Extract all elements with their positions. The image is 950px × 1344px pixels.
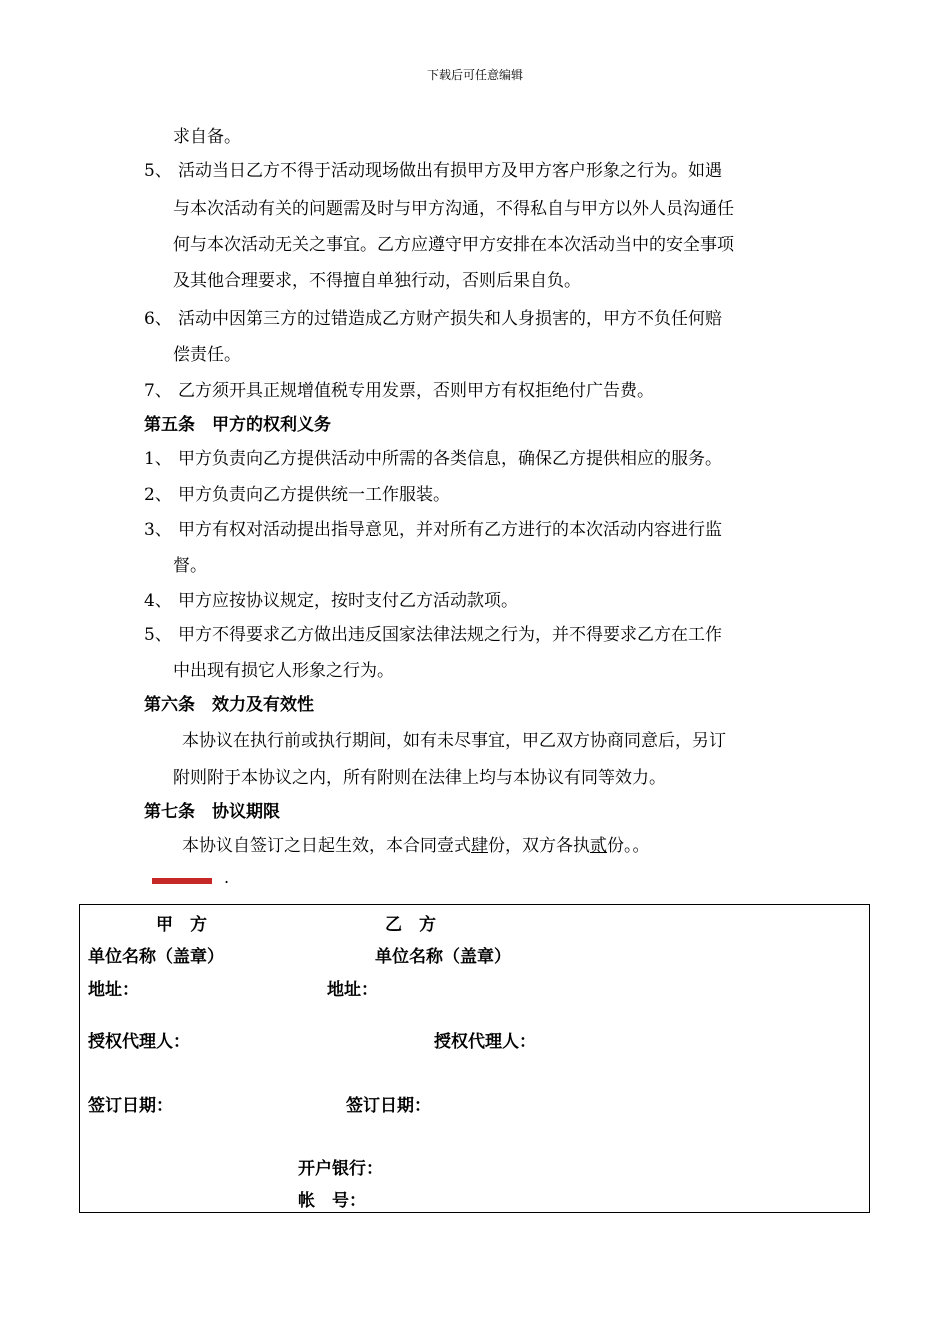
term-clause	[182, 835, 650, 857]
item-text: 甲方有权对活动提出指导意见，并对所有乙方进行的本次活动内容进行监	[178, 520, 722, 540]
term-text: 份。。	[607, 836, 650, 856]
item-text: 甲方负责向乙方提供统一工作服装。	[178, 485, 450, 505]
copies-total: 肆	[471, 836, 488, 856]
party-a-label: 甲 方	[156, 915, 207, 935]
account-label: 帐 号：	[298, 1191, 366, 1211]
copies-each: 贰	[590, 836, 607, 856]
section-heading-6: 第六条 效力及有效性	[144, 695, 314, 715]
list-item	[144, 624, 722, 646]
item-text: 甲方负责向乙方提供活动中所需的各类信息，确保乙方提供相应的服务。	[178, 449, 722, 469]
clause-line: 与本次活动有关的问题需及时与甲方沟通，不得私自与甲方以外人员沟通任	[173, 199, 734, 219]
agent-b: 授权代理人：	[434, 1032, 536, 1052]
list-item	[144, 448, 722, 470]
address-a: 地址：	[88, 980, 139, 1000]
item-number: 3、	[144, 520, 172, 540]
sign-date-a: 签订日期：	[88, 1096, 173, 1116]
agent-a: 授权代理人：	[88, 1032, 190, 1052]
list-item	[144, 380, 654, 402]
period-mark: .	[224, 868, 230, 887]
term-text: 本协议自签订之日起生效，本合同壹式	[182, 836, 471, 856]
clause-line: 本协议在执行前或执行期间，如有未尽事宜，甲乙双方协商同意后，另订	[182, 731, 726, 751]
section-heading-5: 第五条 甲方的权利义务	[144, 415, 331, 435]
item-text: 甲方应按协议规定，按时支付乙方活动款项。	[178, 591, 518, 611]
clause-line: 督。	[173, 556, 207, 576]
item-number: 2、	[144, 485, 172, 505]
address-b: 地址：	[327, 980, 378, 1000]
bank-label: 开户银行：	[298, 1159, 383, 1179]
item-number: 5、	[144, 161, 172, 181]
item-text: 乙方须开具正规增值税专用发票，否则甲方有权拒绝付广告费。	[178, 381, 654, 401]
item-number: 6、	[144, 309, 172, 329]
red-mark	[152, 878, 212, 884]
section-heading-7: 第七条 协议期限	[144, 802, 280, 822]
list-item	[144, 484, 450, 506]
sign-date-b: 签订日期：	[346, 1096, 431, 1116]
item-number: 7、	[144, 381, 172, 401]
unit-name-b: 单位名称（盖章）	[375, 947, 511, 967]
clause-line: 中出现有损它人形象之行为。	[173, 661, 394, 681]
term-text: 份，双方各执	[488, 836, 590, 856]
item-text: 活动当日乙方不得于活动现场做出有损甲方及甲方客户形象之行为。如遇	[178, 161, 722, 181]
clause-line: 偿责任。	[173, 345, 241, 365]
item-text: 甲方不得要求乙方做出违反国家法律法规之行为，并不得要求乙方在工作	[178, 625, 722, 645]
item-number: 5、	[144, 625, 172, 645]
list-item	[144, 519, 722, 541]
clause-line: 附则附于本协议之内，所有附则在法律上均与本协议有同等效力。	[173, 768, 666, 788]
list-item	[144, 590, 518, 612]
list-item	[144, 160, 722, 182]
unit-name-a: 单位名称（盖章）	[88, 947, 224, 967]
item-text: 活动中因第三方的过错造成乙方财产损失和人身损害的，甲方不负任何赔	[178, 309, 722, 329]
clause-line: 求自备。	[173, 127, 241, 147]
party-b-label: 乙 方	[385, 915, 436, 935]
clause-line: 何与本次活动无关之事宜。乙方应遵守甲方安排在本次活动当中的安全事项	[173, 235, 734, 255]
clause-line: 及其他合理要求，不得擅自单独行动，否则后果自负。	[173, 271, 581, 291]
page-header: 下载后可任意编辑	[426, 68, 523, 82]
list-item	[144, 308, 722, 330]
item-number: 4、	[144, 591, 172, 611]
item-number: 1、	[144, 449, 172, 469]
